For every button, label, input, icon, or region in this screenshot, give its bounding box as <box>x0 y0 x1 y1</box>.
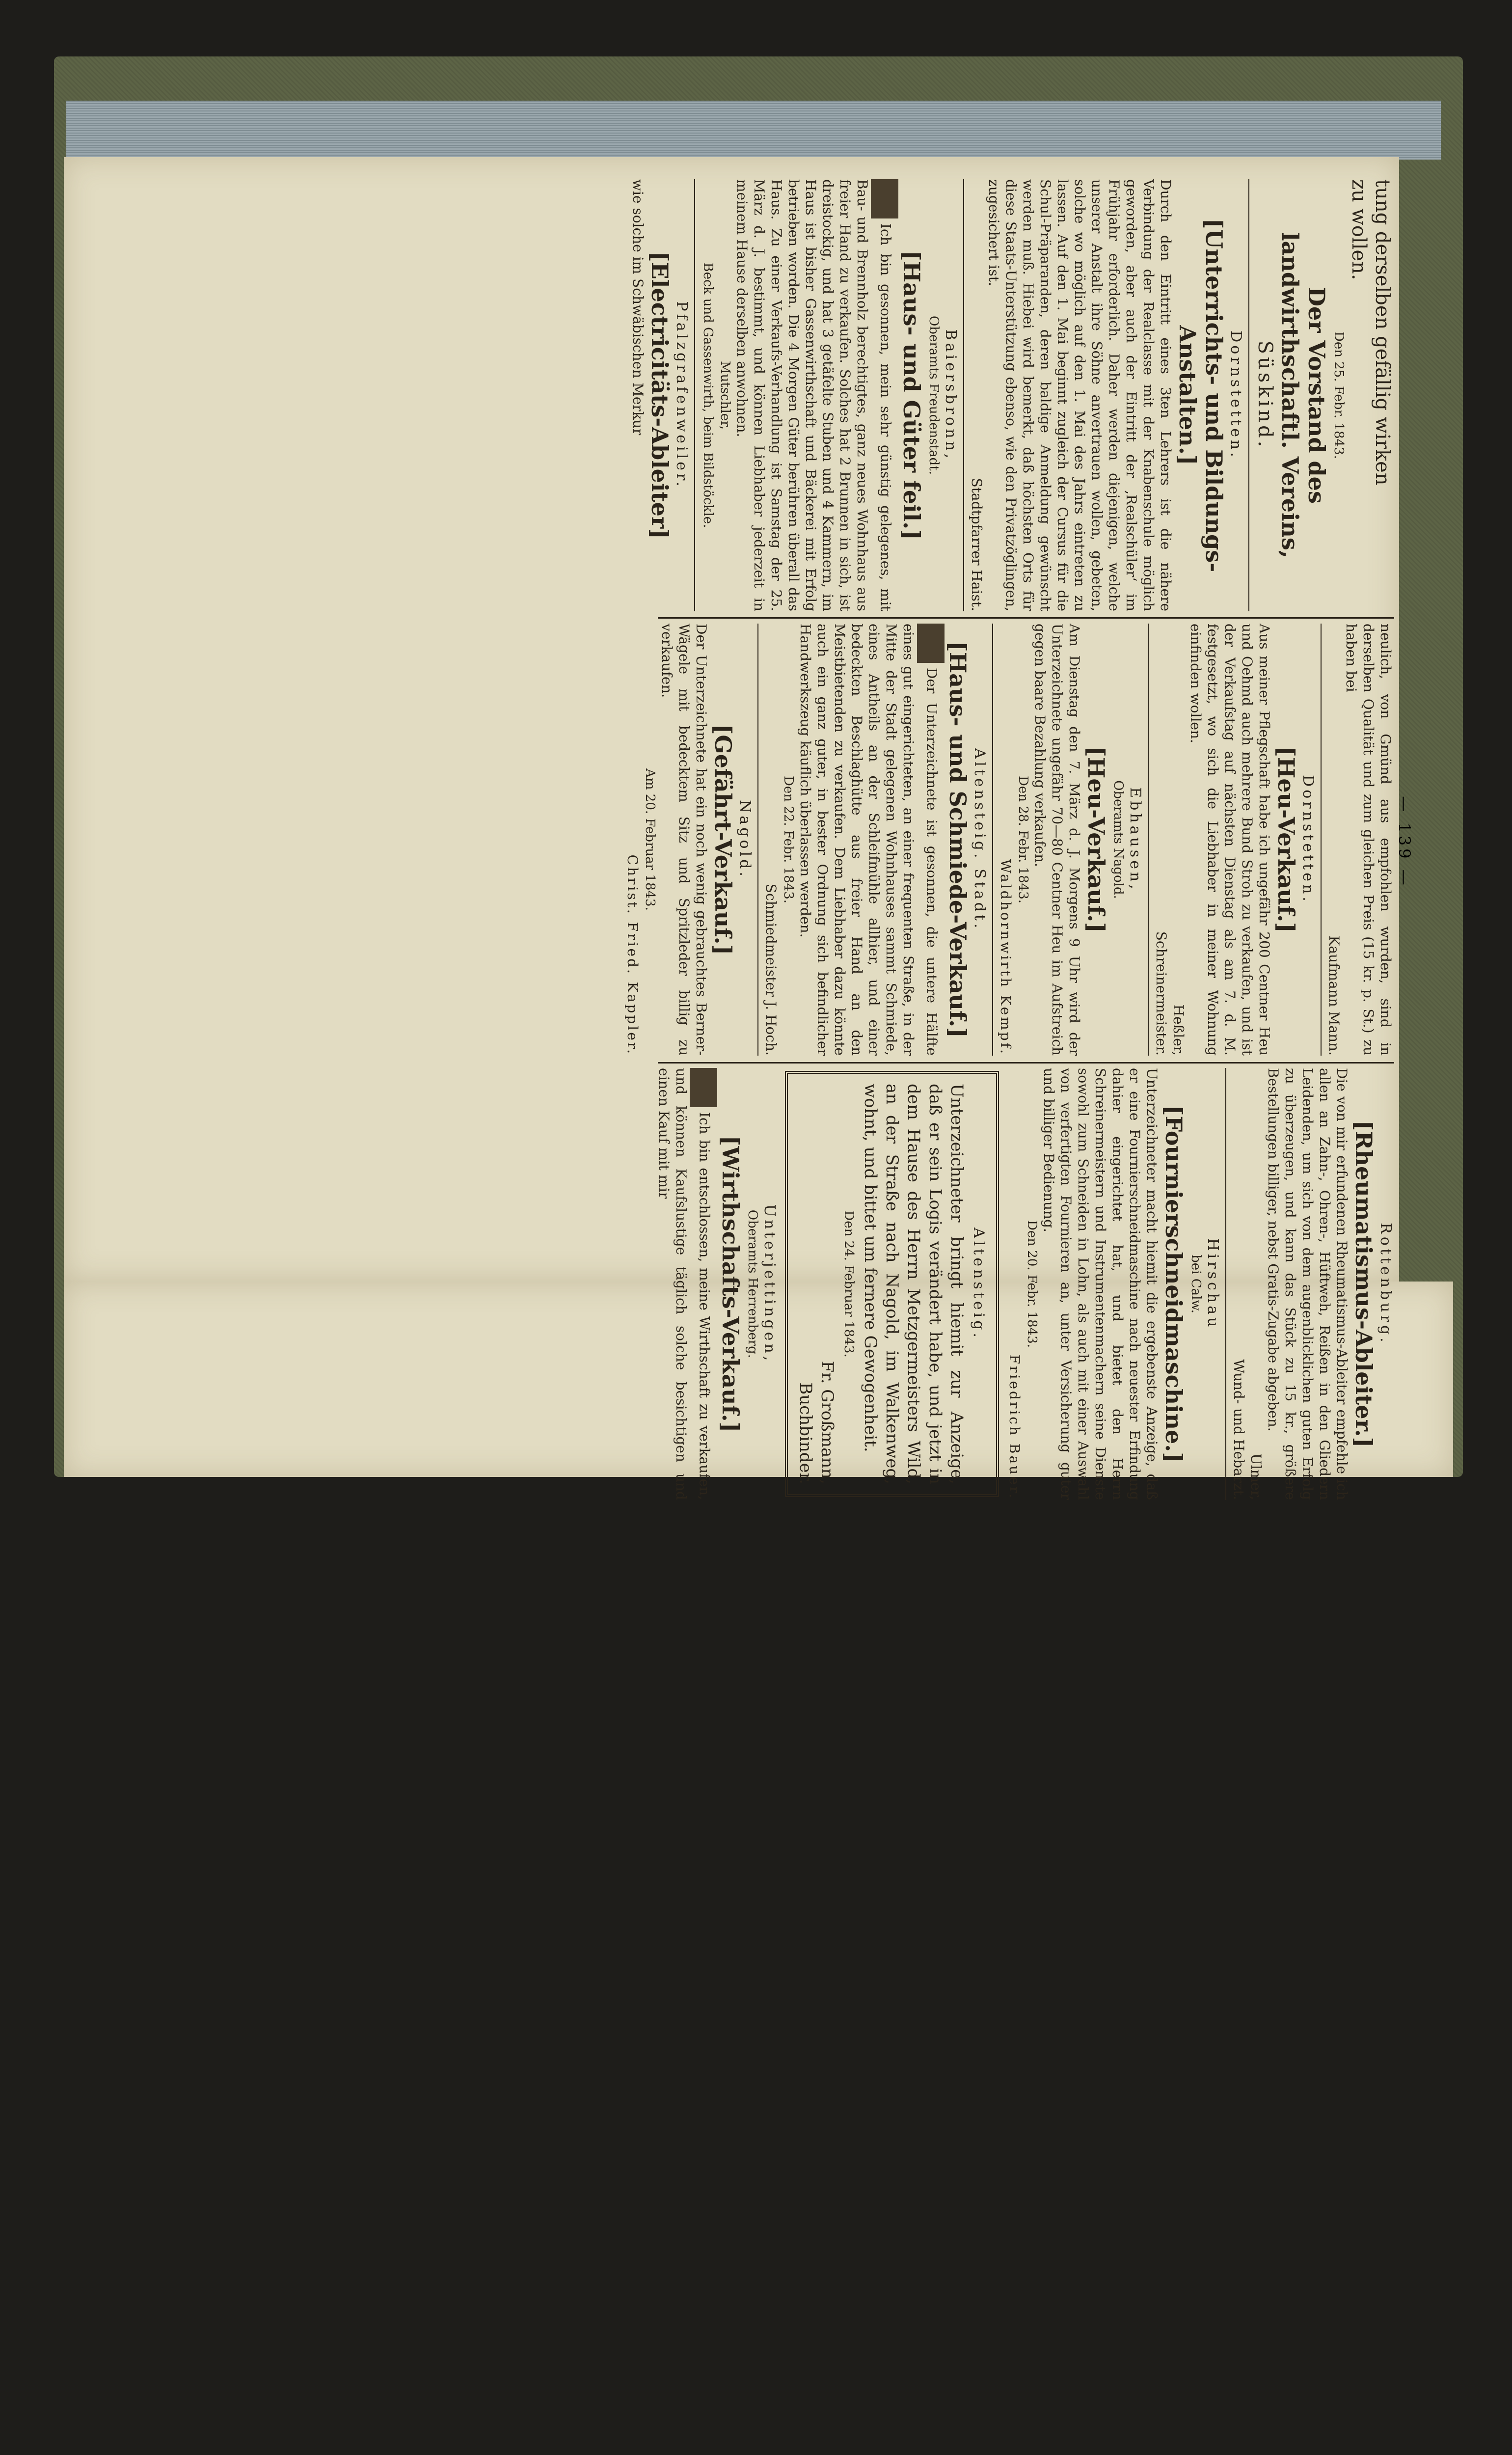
col1-line-2: zu wollen. <box>1348 179 1370 280</box>
col3-ad2-place: Hirschau <box>1204 1238 1221 1330</box>
col2-ad1-signature-2: Schreinermeister. <box>1153 931 1169 1056</box>
col3-ad3-body <box>655 1068 717 1500</box>
col3-ad2-signature: Friedrich Bauer. <box>1006 1354 1023 1500</box>
box-date: Den 24. Februar 1843. <box>841 1210 856 1358</box>
col2-ad3-place: Altensteig. Stadt. <box>971 748 988 931</box>
col2-ad2-place: Ebhausen, <box>1127 787 1144 892</box>
col2-ad3-signature: Schmiedmeister J. Hoch. <box>763 883 779 1056</box>
divider <box>1148 624 1149 1056</box>
column-rule-2 <box>658 1062 1394 1064</box>
box-body: Unterzeichneter bringt hiemit zur Anzeige, daß er sein Logis verändert habe, und jetzt in dem Hause des Herrn Metzgermeisters Wild, an der Straße nach Nagold, im Walkenweg, wohnt, und bittet um fernere Gewogenheit. <box>861 1084 967 1484</box>
col2-ad2-sub: Oberamts Nagold. <box>1111 780 1126 899</box>
box-signature-2: Buchbinder. <box>796 1382 815 1484</box>
inn-woodcut-icon <box>690 1068 717 1107</box>
page-number: — 139 — <box>1395 796 1414 888</box>
page-edges <box>66 101 1441 160</box>
col2-ad1-body: Aus meiner Pflegschaft habe ich ungefähr 200 Centner Heu und Oehmd auch mehrere Bund Stroh zu verkaufen, und ist der Verkaufstag auf nächsten Dienstag als am 7. d. M. festgesetzt, wo sich die Liebhaber in meiner Wohnung einfinden wollen. <box>1188 624 1272 1056</box>
col2-ad3-title: [Haus- und Schmiede-Verkauf.] <box>945 641 971 1038</box>
col3-ad2-title: [Fournierschneidmaschine.] <box>1161 1105 1187 1463</box>
col1-ad2-signature: Stadtpfarrer Haist. <box>969 478 985 611</box>
col2-ad3-date: Den 22. Febr. 1843. <box>781 775 796 904</box>
smithy-woodcut-icon <box>917 624 945 663</box>
col1-ad3-signature-1: Mutschler, <box>718 360 732 430</box>
col1-ad2-title: [Unterrichts- und Bildungs-Anstalten.] <box>1174 218 1227 573</box>
col2-ad2-body: Am Dienstag den 7. März d. J. Morgens 9 Uhr wird der Unterzeichnete ungefähr 70—80 Centner Heu im Aufstreich gegen baare Bezahlung verkaufen. <box>1032 624 1082 1056</box>
col2-ad2-title: [Heu-Verkauf.] <box>1083 746 1109 933</box>
divider <box>992 624 993 1056</box>
col1-ad2-place: Dornstetten. <box>1227 330 1244 460</box>
col3-ad1-title: [Rheumatismus-Ableiter.] <box>1350 1120 1377 1448</box>
col1-ad3-place: Baiersbronn, <box>942 329 959 462</box>
column-rule-1 <box>658 617 1394 619</box>
col2-ad2-signature: Waldhornwirth Kempf. <box>998 859 1014 1056</box>
col2-ad3-body <box>797 624 945 1056</box>
col1-ad4-title: [Electricitäts-Ableiter] <box>647 251 673 539</box>
col2-ad2-date: Den 28. Febr. 1843. <box>1016 775 1030 904</box>
col2-ad1-signature-1: Heßler, <box>1170 1004 1187 1056</box>
col3-ad3-sub: Oberamts Herrenberg. <box>745 1209 760 1359</box>
divider <box>757 624 758 1056</box>
col1-name: Süskind. <box>1254 340 1276 450</box>
divider <box>694 179 695 611</box>
col2-ad4-title: [Gefährt-Verkauf.] <box>710 724 736 955</box>
col1-line-1: tung derselben gefällig wirken <box>1371 179 1394 486</box>
col1-ad3-body-text: Ich bin gesonnen, mein sehr günstig gelegenes, mit Bau- und Brennholz berechtigtes, ganz neues Wohnhaus aus freier Hand zu verkaufen. Solches hat 2 Brunnen in sich, ist dreistockig, und hat 3 getäfelte Stuben und 4 Kammern, im Haus ist bisher Gassenwirthschaft und Bäckerei mit Erfolg betrieben worden. Die 4 Morgen Güter berühren überall das Haus. Zu einer Verkaufs-Verhandlung ist Samstag der 25. März d. J. bestimmt, und können Liebhaber jederzeit in meinem Hause derselben anwohnen. <box>734 179 894 611</box>
col1-ad4-place: Pfalzgrafenweiler. <box>673 301 690 490</box>
col2-ad1-place: Dornstetten. <box>1299 775 1317 904</box>
box-place: Altensteig. <box>970 1228 987 1340</box>
col3-ad2-date: Den 20. Febr. 1843. <box>1025 1220 1039 1348</box>
col3-ad2-sub: bei Calw. <box>1188 1255 1203 1313</box>
col3-ad2-body: Unterzeichneter macht hiemit die ergebenste Anzeige, daß er eine Fournierschneidmaschine nach neuester Erfindung dahier eingerichtet hat, und bietet den Herrn Schreinermeistern und Instrumentenmachern seine Dienste sowohl zum Schneiden in Lohn, als auch mit einer Auswahl von verfertigten Fournieren an, unter Versicherung guter und billiger Bedienung. <box>1041 1068 1160 1500</box>
column-1 <box>630 179 1394 611</box>
divider <box>1321 624 1322 1056</box>
col1-ad4-body: wie solche im Schwäbischen Merkur <box>630 179 646 436</box>
col1-title: Der Vorstand des landwirthschaftl. Vereins, <box>1277 232 1330 558</box>
col2-ad4-date: Am 20. Februar 1843. <box>643 768 657 911</box>
column-2 <box>624 624 1394 1056</box>
col1-ad3-title: [Haus- und Güter feil.] <box>898 250 925 540</box>
col3-ad3-body-text: Ich bin entschlossen, meine Wirthschaft zu verkaufen, und können Kaufslustige täglich solche besichtigen und einen Kauf mit mir <box>656 1068 713 1500</box>
col2-ad4-signature: Christ. Fried. Kappler. <box>624 854 641 1056</box>
house-woodcut-icon <box>871 179 898 218</box>
col1-ad3-sub: Oberamts Freudenstadt. <box>926 315 941 475</box>
col2-ad4-place: Nagold. <box>736 800 754 879</box>
divider <box>1248 179 1249 611</box>
divider <box>963 179 964 611</box>
col3-ad3-title: [Wirthschafts-Verkauf.] <box>717 1135 744 1433</box>
col2-ad4-body: Der Unterzeichnete hat ein noch wenig gebrauchtes Berner-Wägele mit bedecktem Sitz und Spritzleder billig zu verkaufen. <box>659 624 709 1056</box>
divider <box>1225 1068 1226 1500</box>
box-signature-1: Fr. Großmann, <box>817 1361 837 1484</box>
column-3 <box>658 1068 1394 1500</box>
col3-ad1-signature-2: Wund- und Hebarzt. <box>1231 1359 1247 1500</box>
col2-intro-signature: Kaufmann Mann. <box>1326 935 1342 1056</box>
framed-notice <box>785 1071 999 1497</box>
col2-intro: neulich, von Gmünd aus empfohlen wurden, sind in derselben Qualität und zum gleichen Preis (15 kr. p. St.) zu haben bei <box>1343 624 1394 1056</box>
col1-ad3-body <box>733 179 898 611</box>
col3-ad1-place: Rottenburg. <box>1377 1223 1394 1345</box>
col2-ad3-body-text: Der Unterzeichnete ist gesonnen, die untere Hälfte eines gut eingerichteten, an einer frequenten Straße, in der Mitte der Stadt gelegenen Wohnhauses sammt Schmiede, eines Antheils an der Schleifmühle allhier, und einer bedeckten Beschlaghütte aus freier Hand an den Meistbietenden zu verkaufen. Dem Liebhaber dazu könnte auch ein ganz guter, in bester Ordnung sich befindlicher Handwerkszeug käuflich überlassen werden. <box>797 624 940 1056</box>
col3-ad1-body: Die von mir erfundenen Rheumatismus-Ableiter empfehle ich allen an Zahn-, Ohren-, Hüftweh, Reißen in den Gliedern Leidenden, um sich von dem augenblicklichen guten Erfolg zu überzeugen, und kann das Stück zu 15 kr., größere Bestellungen billiger, nebst Gratis-Zugabe abgeben. <box>1265 1068 1350 1500</box>
col3-ad1-signature-1: Ulmer, <box>1248 1453 1264 1500</box>
col1-date: Den 25. Febr. 1843. <box>1331 331 1346 460</box>
col3-ad3-place: Unterjettingen, <box>761 1204 778 1364</box>
col1-ad2-body: Durch den Eintritt eines 3ten Lehrers ist die nähere Verbindung der Realclasse mit der Knabenschule möglich geworden, aber auch der Eintritt der ‚Realschüler‘ im Frühjahr erforderlich. Daher werden diejenigen, welche unserer Anstalt ihre Söhne anvertrauen wollen, gebeten, solche wo möglich auf den 1. Mai des Jahrs eintreten zu lassen. Auf den 1. Mai beginnt zugleich der Cursus für die Schul-Präparanden, deren baldige Anmeldung gewünscht werden muß. Hiebei wird bemerkt, daß höchsten Orts für diese Staats-Unterstützung ebenso, wie den Privatzöglingen, zugesichert ist. <box>986 179 1174 611</box>
page-content <box>624 174 1414 1510</box>
col2-ad1-title: [Heu-Verkauf.] <box>1273 746 1299 933</box>
col1-ad3-signature-2: Beck und Gassenwirth, beim Bildstöckle. <box>701 262 715 528</box>
